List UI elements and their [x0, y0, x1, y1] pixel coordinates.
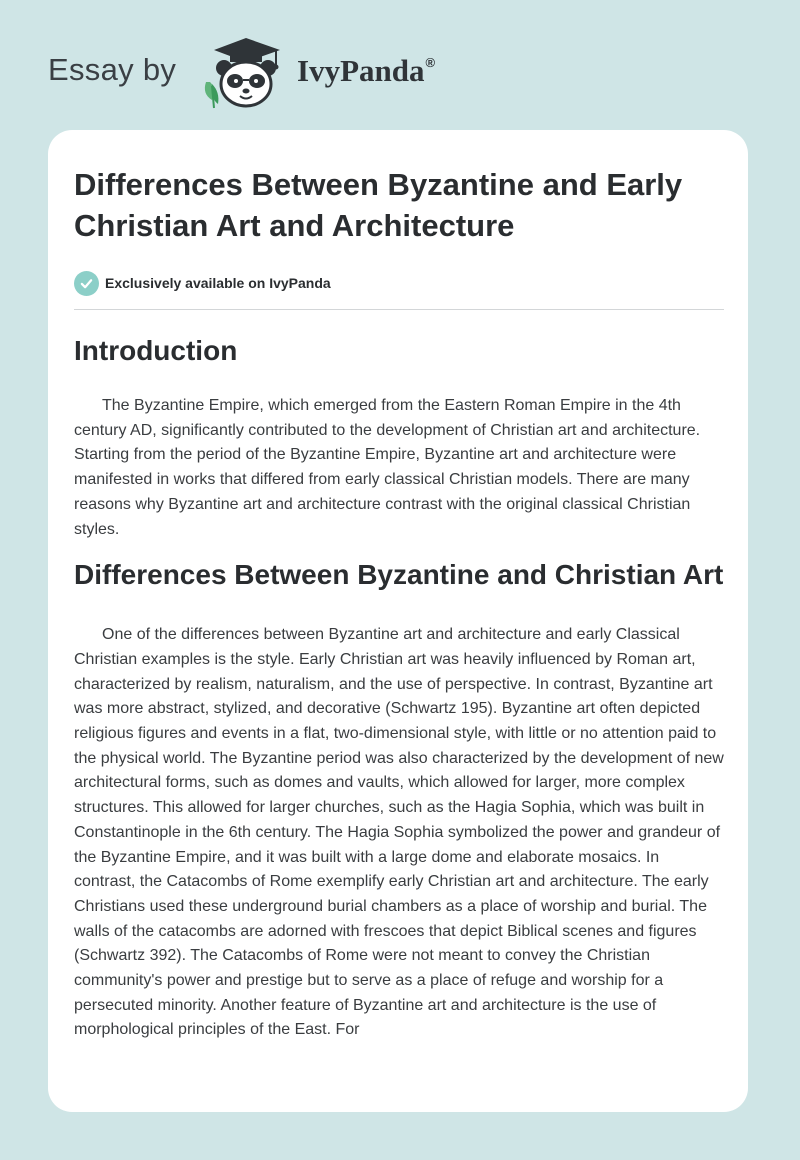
check-icon	[74, 271, 99, 296]
site-header	[0, 0, 800, 130]
title-divider	[74, 309, 724, 310]
section-heading-differences: Differences Between Byzantine and Christian Art	[74, 559, 724, 591]
essay-by-label: Essay by	[48, 52, 177, 87]
differences-paragraph: One of the differences between Byzantine art and architecture and early Classical Christian examples is the style. Early Christian art was heavily influenced by Roman art, characterized by realism, naturalism, and the use of perspective. In contrast, Byzantine art was more abstract, stylized, and decorative (Schwartz 195). Byzantine art often depicted religious figures and events in a flat, two-dimensional style, with little or no attention paid to the physical world. The Byzantine period was also characterized by the development of new architectural forms, such as domes and vaults, which allowed for larger, more complex structures. This allowed for larger churches, such as the Hagia Sophia, which was built in Constantinople in the 6th century. The Hagia Sophia symbolized the power and grandeur of the Byzantine Empire, and it was built with a large dome and elaborate mosaics. In contrast, the Catacombs of Rome exemplify early Christian art and architecture. The early Christians used these underground burial chambers as a place of worship and burial. The walls of the catacombs are adorned with frescoes that depict Biblical scenes and figures (Schwartz 392). The Catacombs of Rome were not meant to convey the Christian community's power and prestige but to serve as a place of refuge and worship for a persecuted minority. Another feature of Byzantine art and architecture is the use of morphological principles of the East. For	[74, 626, 724, 1039]
exclusive-label: Exclusively available on IvyPanda	[105, 275, 331, 291]
registered-mark: ®	[425, 55, 436, 70]
document-title: Differences Between Byzantine and Early Christian Art and Architecture	[74, 167, 683, 243]
section-heading-introduction: Introduction	[74, 335, 238, 366]
introduction-paragraph: The Byzantine Empire, which emerged from the Eastern Roman Empire in the 4th century AD, significantly contributed to the development of Christian art and architecture. Starting from the period of the Byzantine Empire, Byzantine art and architecture were manifested in works that differed from early classical Christian models. There are many reasons why Byzantine art and architecture contrast with the original classical Christian styles.	[74, 397, 701, 538]
panda-logo-icon[interactable]	[200, 36, 292, 110]
exclusive-badge	[74, 270, 724, 296]
ivypanda-brand[interactable]: IvyPanda®	[297, 53, 436, 88]
essay-card	[48, 130, 748, 1112]
